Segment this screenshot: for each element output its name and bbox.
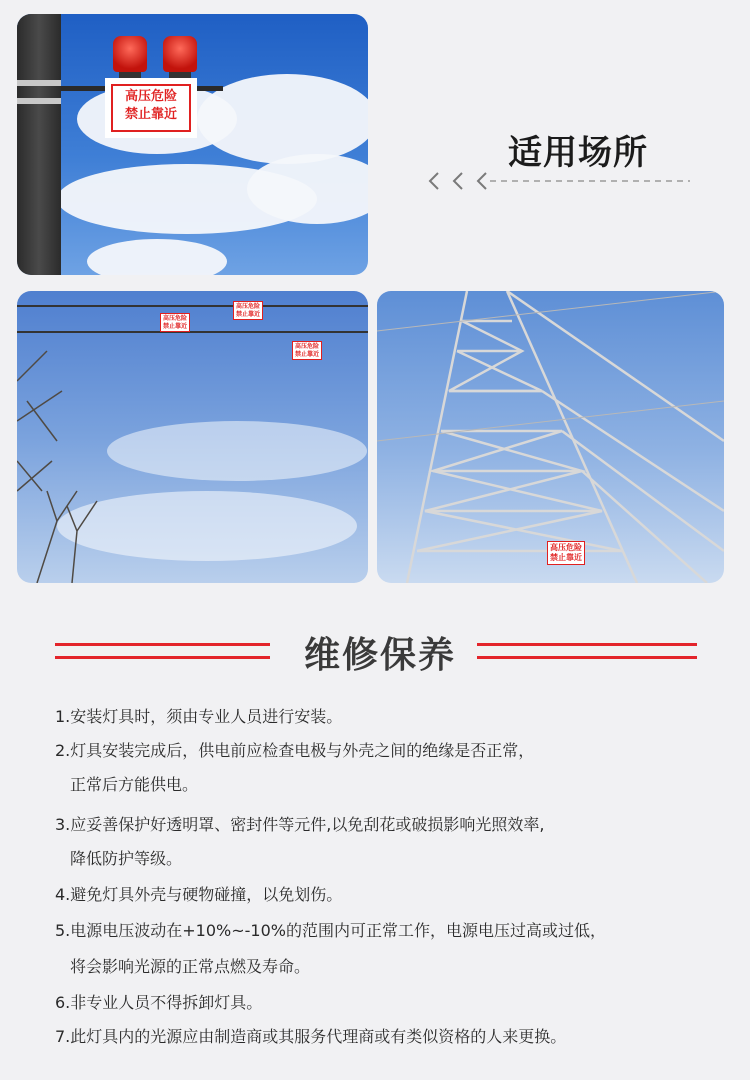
chevron-left-icon [430, 173, 438, 189]
instruction-line: 6.非专业人员不得拆卸灯具。 [55, 993, 263, 1012]
instruction-line: 将会影响光源的正常点燃及寿命。 [70, 957, 311, 976]
sign-text-line2: 禁止靠近 [295, 350, 320, 358]
sign-text-line2: 禁止靠近 [163, 322, 188, 330]
instruction-line: 3.应妥善保护好透明罩、密封件等元件,以免刮花或破损影响光照效率, [55, 815, 545, 834]
sign-text-line2: 禁止靠近 [124, 106, 177, 122]
sign-text-line2: 禁止靠近 [550, 553, 582, 562]
instruction-line: 正常后方能供电。 [70, 775, 199, 794]
instruction-line: 2.灯具安装完成后，供电前应检查电极与外壳之间的绝缘是否正常， [55, 741, 535, 760]
utility-pole [17, 14, 61, 275]
tower-graphic [377, 291, 724, 583]
maintenance-section-title: 维修保养 [303, 635, 456, 676]
sign-text-line2: 禁止靠近 [236, 310, 261, 318]
instruction-line: 1.安装灯具时，须由专业人员进行安装。 [55, 707, 343, 726]
photo-power-lines [17, 291, 368, 583]
arrow-decoration [424, 166, 694, 196]
instruction-line: 7.此灯具内的光源应由制造商或其服务代理商或有类似资格的人来更换。 [55, 1027, 567, 1046]
chevron-left-icon [454, 173, 462, 189]
usage-section-title: 适用场所 [508, 133, 648, 173]
instruction-line: 5.电源电压波动在+10%~-10%的范围内可正常工作，电源电压过高或过低， [55, 921, 606, 940]
photo-transmission-tower [377, 291, 724, 583]
decorative-red-bar [477, 656, 697, 659]
tree-branches [17, 291, 368, 583]
decorative-red-bar [477, 643, 697, 646]
sign-text-line1: 高压危险 [550, 543, 582, 552]
sign-text-line1: 高压危险 [236, 303, 261, 310]
sign-text-line1: 高压危险 [163, 315, 188, 322]
warning-sign [547, 541, 585, 565]
warning-beacon [113, 36, 147, 72]
instruction-line: 降低防护等级。 [70, 849, 183, 868]
decorative-red-bar [55, 656, 270, 659]
sign-text-line1: 高压危险 [295, 343, 320, 350]
warning-beacon [163, 36, 197, 72]
sign-text-line1: 高压危险 [124, 89, 177, 104]
warning-sign [105, 78, 197, 138]
instruction-line: 4.避免灯具外壳与硬物碰撞，以免划伤。 [55, 885, 343, 904]
photo-pole-warning-lights [17, 14, 368, 275]
decorative-red-bar [55, 643, 270, 646]
chevron-left-icon [478, 173, 486, 189]
